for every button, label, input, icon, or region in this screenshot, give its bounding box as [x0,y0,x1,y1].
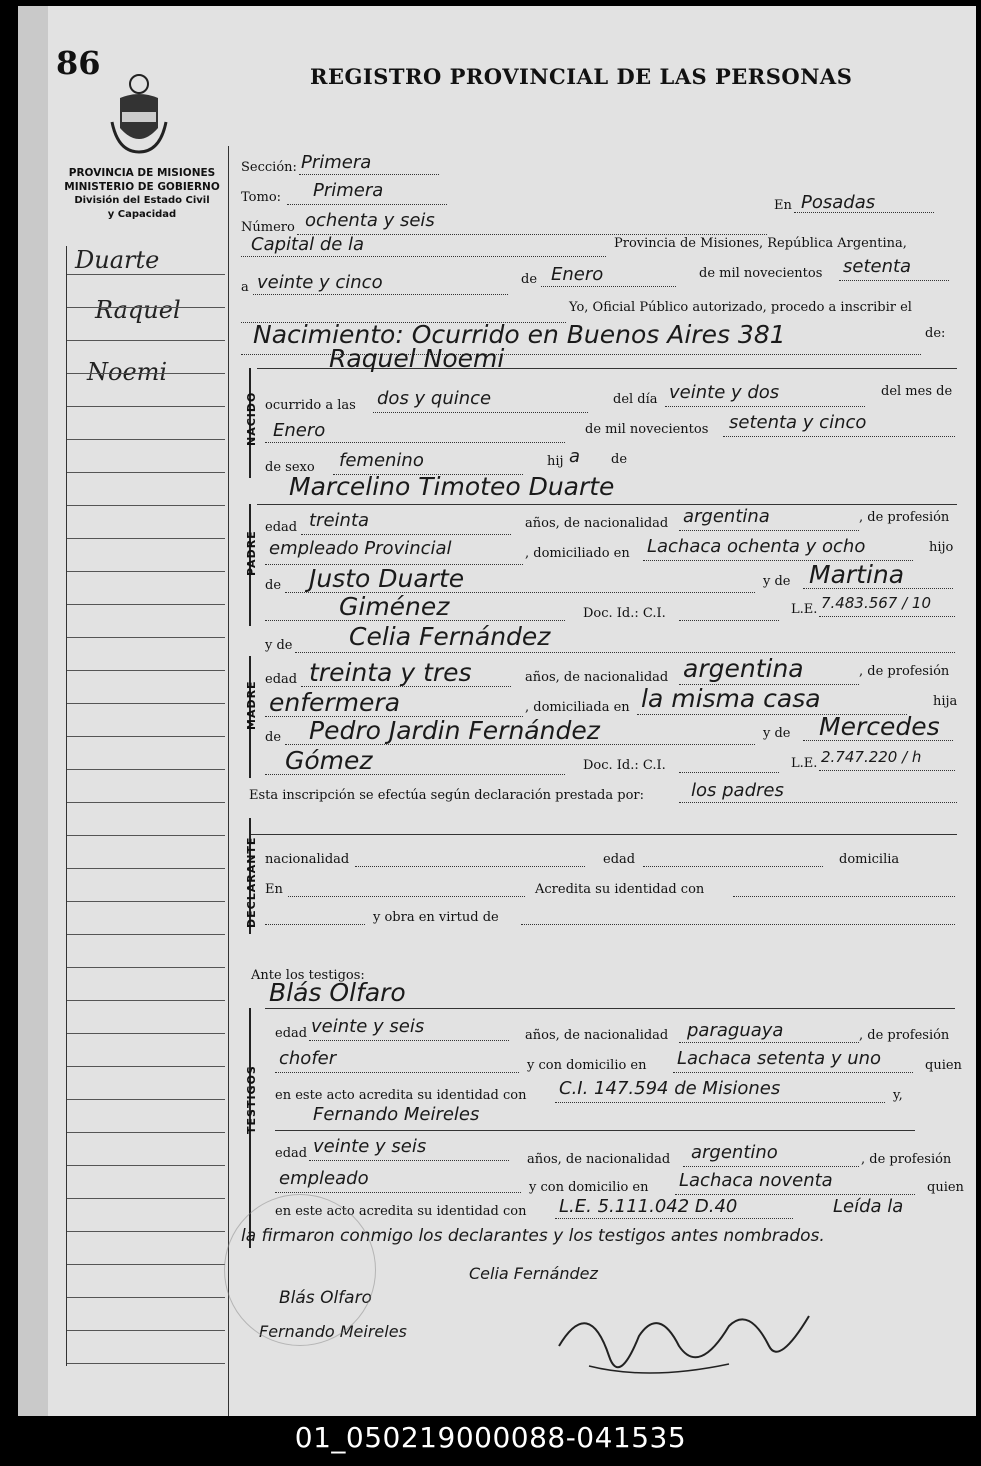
margin-surname: Duarte [75,246,160,274]
label-y-con-dom-t1: y con domicilio en [527,1058,647,1073]
document-page [18,6,976,1416]
label-de-madre: de [265,730,282,745]
underline [241,256,606,257]
t2-prof-value: empleado [279,1168,369,1189]
label-nacionalidad: nacionalidad [265,852,350,867]
underline [295,652,955,653]
dia-nac-value: veinte y dos [669,382,780,403]
madre-le-value: 2.747.220 / h [821,748,922,766]
underline [555,1102,885,1103]
sexo-value: femenino [339,450,424,471]
signature-blas: Blás Olfaro [279,1288,372,1308]
underline [723,436,955,437]
t1-prof-value: chofer [279,1048,337,1069]
label-edad-madre: edad [265,672,298,687]
margin-rule-line [67,472,225,473]
underline [309,1040,509,1041]
label-anos-nac-padre: años, de nacionalidad [525,516,669,531]
label-edad-t2: edad [275,1146,308,1161]
underline [265,924,365,925]
margin-rule-line [67,1000,225,1001]
underline [643,866,823,867]
label-inscripcion: Esta inscripción se efectúa según declaración prestada por: [249,788,644,803]
label-domicilia: domicilia [839,852,900,867]
label-de-sexo: de sexo [265,460,315,475]
margin-rule-line [67,439,225,440]
tomo-value: Primera [313,180,384,201]
tipo-value: Nacimiento: Ocurrido en Buenos Aires 381 [253,320,786,349]
t1-dom-value: Lachaca setenta y uno [677,1048,882,1069]
underline [275,1072,519,1073]
margin-rule-line [67,769,225,770]
underline [373,412,588,413]
label-y-comma: y, [893,1088,903,1103]
label-doc-padre: Doc. Id.: C.I. [583,606,666,621]
underline [819,770,955,771]
seccion-value: Primera [301,152,372,173]
leida-value: Leída la [833,1196,904,1217]
section-label-nacido: NACIDO [245,391,258,446]
label-provincia: Provincia de Misiones, República Argentina, [614,236,907,251]
underline [297,234,767,235]
madre-madre-value: Mercedes [819,712,940,741]
label-domiciliado: , domiciliado en [525,546,630,561]
dept-line: PROVINCIA DE MISIONES [68,167,216,179]
margin-rule-line [67,1231,225,1232]
signature-celia: Celia Fernández [469,1264,598,1283]
margin-rule-line [67,1099,225,1100]
margin-rule-line [67,670,225,671]
margin-rule-line [67,406,225,407]
page-number: 86 [56,44,101,82]
margin-rule-line [67,637,225,638]
t2-value: Fernando Meireles [313,1104,480,1125]
padre-prof-value: empleado Provincial [269,538,452,559]
label-acto-t2: en este acto acredita su identidad con [275,1204,527,1219]
declarante-value: los padres [691,780,784,801]
label-del-mes: del mes de [881,384,953,399]
margin-name-1: Raquel [95,296,181,324]
underline [257,504,957,505]
margin-rule-line [67,1297,225,1298]
underline [265,896,525,897]
label-anos-nac-madre: años, de nacionalidad [525,670,669,685]
label-de-colon: de: [925,326,946,341]
underline [679,802,957,803]
section-label-testigos: TESTIGOS [245,1065,258,1134]
label-y-de-madre-2: y de [763,726,791,741]
section-label-padre: PADRE [245,530,258,576]
label-domiciliada: , domiciliada en [525,700,630,715]
label-de-2: de [611,452,628,467]
t1-id-value: C.I. 147.594 de Misiones [559,1078,781,1099]
t2-dom-value: Lachaca noventa [679,1170,833,1191]
label-en: En [774,198,792,213]
label-anos-nac-t2: años, de nacionalidad [527,1152,671,1167]
underline [819,616,955,617]
padre-dom-value: Lachaca ochenta y ocho [647,536,866,557]
label-profesion-t1: , de profesión [859,1028,950,1043]
label-yo: Yo, Oficial Público autorizado, procedo a inscribir el [569,300,912,315]
label-obra: y obra en virtud de [373,910,499,925]
label-testigos: Ante los testigos: [251,968,365,983]
margin-rule-line [67,1198,225,1199]
label-hij: hij [547,454,564,469]
underline [301,534,511,535]
underline [249,834,957,835]
underline [521,924,955,925]
underline [275,1130,915,1131]
label-ocurrido: ocurrido a las [265,398,356,413]
underline [839,280,949,281]
underline [679,620,779,621]
padre-edad-value: treinta [309,510,370,531]
label-profesion-padre: , de profesión [859,510,950,525]
underline [299,174,439,175]
label-en-dec: En [265,882,287,897]
label-quien-t2: quien [927,1180,964,1195]
underline [733,896,955,897]
label-edad-padre: edad [265,520,298,535]
madre-padre-value: Pedro Jardin Fernández [309,716,600,745]
margin-rule-line [67,1363,225,1364]
margin-rule-line [67,340,225,341]
padre-madre2-value: Giménez [339,592,450,621]
label-seccion: Sección: [241,160,297,175]
madre-madre2-value: Gómez [285,746,373,775]
label-edad-t1: edad [275,1026,308,1041]
coat-of-arms-icon [108,72,170,154]
document-title: REGISTRO PROVINCIAL DE LAS PERSONAS [310,64,853,89]
label-tomo: Tomo: [241,190,282,205]
label-le-padre: L.E. [791,602,818,617]
underline [683,1166,859,1167]
label-hijo: hijo [929,540,954,555]
margin-name-2: Noemi [87,358,168,386]
margin-rule-line [67,835,225,836]
margin-rule-line [67,1132,225,1133]
dept-line: y Capacidad [107,209,177,220]
t2-nac-value: argentino [691,1142,778,1163]
section-label-declarante: DECLARANTE [245,836,258,928]
margin-rule-line [67,505,225,506]
madre-prof-value: enfermera [269,688,401,717]
underline [253,294,508,295]
margin-rule-line [67,703,225,704]
anio-nac-value: setenta y cinco [729,412,867,433]
underline [675,1194,915,1195]
label-de-mil: de mil novecientos [699,266,823,281]
dept-line: MINISTERIO DE GOBIERNO [64,181,220,193]
dia-value: veinte y cinco [257,272,383,293]
label-hija: hija [933,694,958,709]
underline [265,1008,955,1009]
nombre-value: Raquel Noemi [329,344,505,373]
underline [679,1042,859,1043]
madre-dom-value: la misma casa [641,684,821,713]
madre-nac-value: argentina [683,654,804,683]
underline [309,1160,509,1161]
padre-madre-value: Martina [809,560,905,589]
hijo-letra-value: a [569,446,581,467]
margin-rule-line [67,604,225,605]
label-de-padre: de [265,578,282,593]
label-y-de-madre: y de [265,638,293,653]
footer-bar [0,1416,981,1466]
padre-le-value: 7.483.567 / 10 [821,594,932,612]
label-numero: Número [241,220,295,235]
underline [665,406,865,407]
madre-edad-value: treinta y tres [309,658,472,687]
underline [555,1218,793,1219]
lugar-value: Posadas [801,192,876,213]
margin-rule-line [67,1330,225,1331]
label-a: a [241,280,249,295]
label-doc-madre: Doc. Id.: C.I. [583,758,666,773]
margin-rule-line [67,1066,225,1067]
margin-rule-line [67,274,225,275]
underline [673,1072,913,1073]
margin-rule-line [67,373,225,374]
underline [287,204,447,205]
margin-rule-line [67,967,225,968]
margin-rule-line [67,901,225,902]
capital-value: Capital de la [251,234,365,255]
label-anos-nac-t1: años, de nacionalidad [525,1028,669,1043]
margin-rule-line [67,802,225,803]
margin-rule-line [67,934,225,935]
underline [265,442,565,443]
margin-rule-line [67,571,225,572]
padre-value: Marcelino Timoteo Duarte [289,472,615,501]
dept-line: División del Estado Civil [74,195,210,206]
label-profesion-t2: , de profesión [861,1152,952,1167]
margin-rule-line [67,1033,225,1034]
t2-id-value: L.E. 5.111.042 D.40 [559,1196,738,1217]
margin-column [66,246,242,1366]
label-quien-t1: quien [925,1058,962,1073]
underline [541,286,676,287]
label-y-de-padre: y de [763,574,791,589]
page-edge [18,6,48,1416]
section-label-madre: MADRE [245,680,258,730]
label-profesion-madre: , de profesión [859,664,950,679]
label-de: de [521,272,538,287]
t1-nac-value: paraguaya [687,1020,784,1041]
numero-value: ochenta y seis [305,210,435,231]
signature-fernando: Fernando Meireles [259,1322,407,1341]
margin-rule-line [67,307,225,308]
underline [275,1192,521,1193]
rubber-stamp-icon [224,1194,376,1346]
department-header [52,166,232,222]
label-de-mil-2: de mil novecientos [585,422,709,437]
label-y-con-dom-t2: y con domicilio en [529,1180,649,1195]
padre-padre-value: Justo Duarte [309,564,465,593]
padre-nac-value: argentina [683,506,770,527]
t1-value: Blás Olfaro [269,978,406,1007]
madre-value: Celia Fernández [349,622,551,651]
underline [679,772,779,773]
margin-rule-line [67,736,225,737]
mes-nac-value: Enero [273,420,326,441]
margin-rule-line [67,868,225,869]
label-le-madre: L.E. [791,756,818,771]
underline [679,530,859,531]
t1-edad-value: veinte y seis [311,1016,425,1037]
underline [355,866,585,867]
margin-rule-line [67,538,225,539]
document-code: 01_050219000088-041535 [294,1421,687,1454]
cierre-value: la firmaron conmigo los declarantes y los testigos antes nombrados. [241,1226,825,1246]
official-signature-icon [529,1286,829,1396]
label-del-dia: del día [613,392,658,407]
label-acredita: Acredita su identidad con [535,882,705,897]
label-edad-dec: edad [603,852,636,867]
margin-rule-line [67,1165,225,1166]
t2-edad-value: veinte y seis [313,1136,427,1157]
mes-value: Enero [551,264,604,285]
anio-value: setenta [843,256,912,277]
label-acto-t1: en este acto acredita su identidad con [275,1088,527,1103]
hora-value: dos y quince [377,388,492,409]
margin-rule-line [67,1264,225,1265]
